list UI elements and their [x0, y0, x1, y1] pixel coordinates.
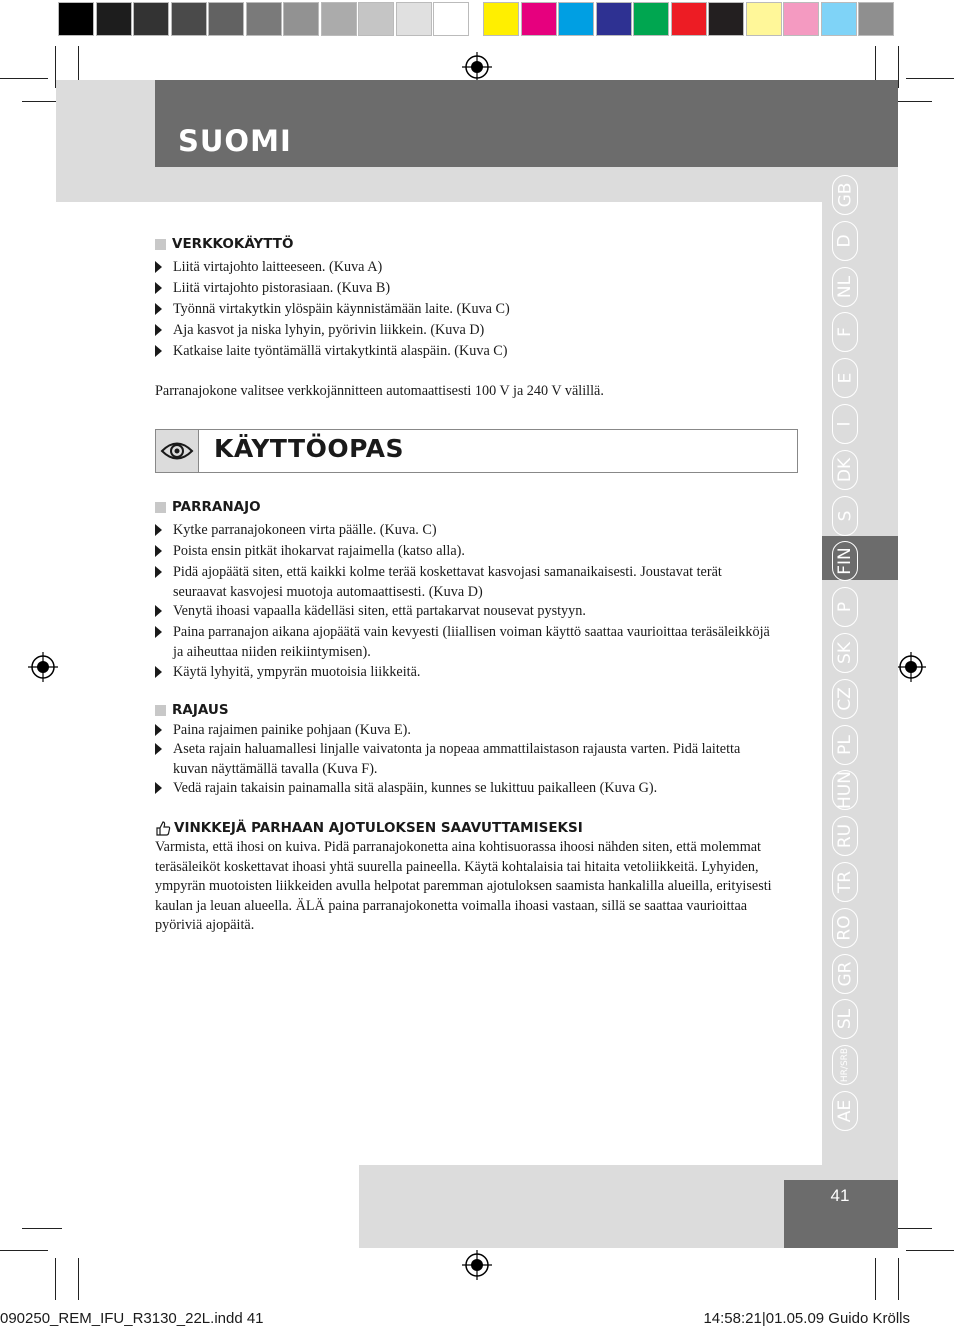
crop-mark — [906, 1250, 954, 1251]
language-tab-label: CZ — [835, 687, 855, 711]
language-tab-label: HR/SRB — [840, 1047, 851, 1083]
language-tab-f[interactable] — [832, 312, 858, 352]
language-tab-label: HUN — [835, 771, 856, 809]
crop-mark — [875, 1258, 876, 1300]
tips-text: Varmista, että ihosi on kuiva. Pidä parranajokonetta aina kohtisuorassa ihoosi nähden siten, että molemmat teräsäleiköt koskettavat ihoasi yhtä suurella paineella. Käytä kohtalaisia tai hitaita vetoliikkeitä. Lyhyiden, ympyrän muotoisten liikkeiden avulla helpotat paremman ajotuloksen saamista hankalilla alueilla, erityisesti kaulan ja leuan alueella. ÄLÄ paina parranajokonetta voimalla ihoasi vastaan, sillä se saattaa vaurioittaa pyöriviä ajopäitä. — [155, 839, 772, 933]
color-swatch — [483, 2, 519, 36]
language-tab-dk[interactable] — [832, 450, 858, 490]
language-tab-i[interactable] — [832, 404, 858, 444]
trimming-heading: RAJAUS — [155, 702, 229, 718]
color-swatch-bar — [483, 2, 896, 38]
gray-swatch — [246, 2, 282, 36]
crop-mark — [898, 1258, 899, 1300]
timestamp-slug: 14:58:21|01.05.09 Guido Krölls — [703, 1310, 910, 1327]
language-tab-s[interactable] — [832, 496, 858, 536]
language-tab-label: TR — [834, 870, 855, 894]
crop-mark — [0, 78, 48, 79]
crop-mark — [906, 78, 954, 79]
color-swatch — [558, 2, 594, 36]
color-swatch — [708, 2, 744, 36]
language-tab-nl[interactable] — [832, 267, 858, 307]
page-number: 41 — [830, 1186, 850, 1205]
section-square-icon — [155, 239, 166, 250]
list-item: Käytä lyhyitä, ympyrän muotoisia liikkeitä. — [155, 662, 775, 682]
arrow-bullet-icon — [155, 545, 162, 557]
arrow-bullet-icon — [155, 261, 162, 273]
arrow-bullet-icon — [155, 782, 162, 794]
color-swatch — [596, 2, 632, 36]
language-tab-label: D — [835, 234, 855, 248]
crop-mark — [892, 101, 932, 102]
language-tab-label: FIN — [835, 547, 856, 575]
gray-swatch — [396, 2, 432, 36]
registration-mark-icon — [462, 1250, 492, 1280]
eye-icon — [160, 440, 194, 462]
arrow-bullet-icon — [155, 303, 162, 315]
language-tab-label: P — [834, 601, 855, 613]
crop-mark — [898, 46, 899, 88]
gray-swatch — [208, 2, 244, 36]
tips-heading: VINKKEJÄ PARHAAN AJOTULOKSEN SAAVUTTAMISEKSI — [155, 820, 583, 836]
arrow-bullet-icon — [155, 282, 162, 294]
crop-mark — [78, 1258, 79, 1300]
gray-swatch — [58, 2, 94, 36]
language-tab-label: RU — [835, 823, 856, 849]
language-tab-d[interactable] — [832, 221, 858, 261]
guide-title: KÄYTTÖOPAS — [214, 434, 404, 463]
list-item: Aseta rajain haluamallesi linjalle vaivatonta ja nopeaa ammattilaistason rajausta varten. Pidä laitetta kuvan näyttämällä tavalla (Kuva F). — [155, 739, 775, 779]
language-tab-label: GB — [835, 182, 855, 208]
color-swatch — [671, 2, 707, 36]
gray-swatch — [171, 2, 207, 36]
list-item: Vedä rajain takaisin painamalla sitä alaspäin, kunnes se lukittuu paikalleen (Kuva G). — [155, 778, 775, 798]
crop-mark — [22, 1228, 62, 1229]
page-title: SUOMI — [178, 124, 292, 158]
language-tab-label: NL — [834, 275, 855, 299]
thumbs-up-icon — [155, 820, 171, 836]
language-tab-hr-srb[interactable] — [832, 1045, 858, 1085]
arrow-bullet-icon — [155, 524, 162, 536]
language-tab-cz[interactable] — [832, 679, 858, 719]
language-tab-label: S — [834, 510, 855, 522]
arrow-bullet-icon — [155, 626, 162, 638]
section-square-icon — [155, 705, 166, 716]
language-tab-pl[interactable] — [832, 725, 858, 765]
file-slug: 090250_REM_IFU_R3130_22L.indd 41 — [0, 1310, 264, 1327]
color-swatch — [746, 2, 782, 36]
color-swatch — [783, 2, 819, 36]
color-swatch — [633, 2, 669, 36]
language-tab-label: I — [834, 421, 855, 427]
list-item: Aja kasvot ja niska lyhyin, pyörivin liikkein. (Kuva D) — [155, 320, 775, 340]
language-tab-sl[interactable] — [832, 999, 858, 1039]
language-tab-label: F — [835, 327, 855, 337]
arrow-bullet-icon — [155, 724, 162, 736]
list-item: Katkaise laite työntämällä virtakytkintä alaspäin. (Kuva C) — [155, 341, 775, 361]
list-item: Venytä ihoasi vapaalla kädelläsi siten, että partakarvat nousevat pystyyn. — [155, 601, 775, 621]
voltage-note: Parranajokone valitsee verkkojännitteen automaattisesti 100 V ja 240 V välillä. — [155, 383, 604, 399]
language-tab-ro[interactable] — [832, 908, 858, 948]
registration-mark-icon — [28, 652, 58, 682]
registration-mark-icon — [896, 652, 926, 682]
guide-icon-box — [155, 429, 199, 473]
gray-swatch — [321, 2, 357, 36]
gray-swatch — [283, 2, 319, 36]
arrow-bullet-icon — [155, 345, 162, 357]
list-item: Liitä virtajohto laitteeseen. (Kuva A) — [155, 257, 775, 277]
language-tab-label: E — [835, 372, 855, 384]
color-swatch — [521, 2, 557, 36]
language-tab-ae[interactable] — [832, 1091, 858, 1131]
gray-swatch — [96, 2, 132, 36]
shaving-heading: PARRANAJO — [155, 499, 261, 515]
arrow-bullet-icon — [155, 566, 162, 578]
gray-swatch — [133, 2, 169, 36]
grayscale-swatch-bar — [58, 2, 471, 38]
language-tab-label: SL — [834, 1008, 855, 1030]
registration-mark-icon — [462, 52, 492, 82]
list-item: Paina rajaimen painike pohjaan (Kuva E). — [155, 720, 775, 740]
language-tab-label: SK — [834, 642, 855, 664]
arrow-bullet-icon — [155, 324, 162, 336]
list-item: Poista ensin pitkät ihokarvat rajaimella (katso alla). — [155, 541, 775, 561]
language-tab-ru[interactable] — [832, 816, 858, 856]
arrow-bullet-icon — [155, 743, 162, 755]
crop-mark — [892, 1228, 932, 1229]
arrow-bullet-icon — [155, 666, 162, 678]
list-item: Kytke parranajokoneen virta päälle. (Kuva. C) — [155, 520, 775, 540]
language-tab-hun[interactable] — [832, 770, 858, 810]
language-tab-fin[interactable] — [832, 541, 858, 581]
language-tab-tr[interactable] — [832, 862, 858, 902]
gray-swatch — [433, 2, 469, 36]
language-tab-label: GR — [835, 961, 855, 987]
language-tab-label: RO — [835, 915, 856, 941]
list-item: Pidä ajopäätä siten, että kaikki kolme terää koskettavat kasvojasi samanaikaisesti. Joustavat terät seuraavat kasvojesi muotoja automaattisesti. (Kuva D) — [155, 562, 775, 602]
list-item: Paina parranajon aikana ajopäätä vain kevyesti (liiallisen voiman käyttö saattaa vaurioittaa teräsäleikköjä ja aiheuttaa niiden reikiintymisen). — [155, 622, 775, 662]
crop-mark — [0, 1250, 48, 1251]
section-square-icon — [155, 502, 166, 513]
arrow-bullet-icon — [155, 605, 162, 617]
language-tab-gr[interactable] — [832, 954, 858, 994]
language-tab-sk[interactable] — [832, 633, 858, 673]
language-tab-label: PL — [834, 735, 855, 755]
language-tab-e[interactable] — [832, 358, 858, 398]
color-swatch — [821, 2, 857, 36]
crop-mark — [55, 1258, 56, 1300]
language-tab-label: DK — [835, 457, 855, 483]
language-tab-gb[interactable] — [832, 175, 858, 215]
mains-heading: VERKKOKÄYTTÖ — [155, 236, 293, 252]
color-swatch — [858, 2, 894, 36]
language-tab-label: AE — [835, 1099, 855, 1123]
language-tab-p[interactable] — [832, 587, 858, 627]
list-item: Työnnä virtakytkin ylöspäin käynnistämään laite. (Kuva C) — [155, 299, 775, 319]
gray-swatch — [358, 2, 394, 36]
list-item: Liitä virtajohto pistorasiaan. (Kuva B) — [155, 278, 775, 298]
